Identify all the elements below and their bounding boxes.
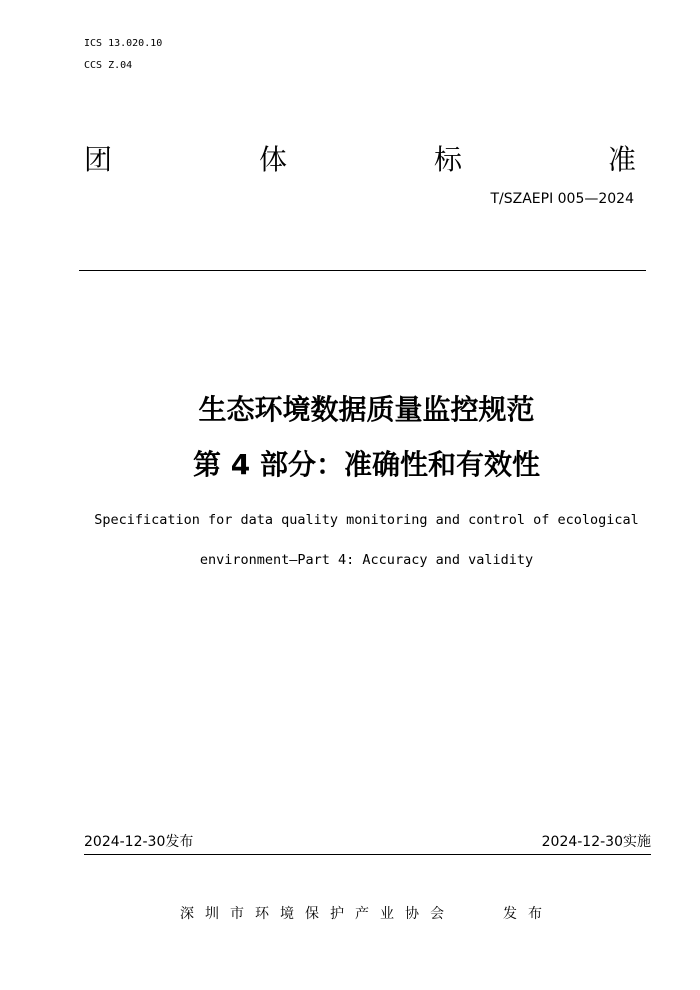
english-title-line-2: environment—Part 4: Accuracy and validity xyxy=(199,552,534,568)
standard-code: T/SZAEPI 005—2024 xyxy=(490,191,634,207)
footer-divider xyxy=(84,854,651,855)
english-title-line-1: Specification for data quality monitoring and control of ecological xyxy=(94,512,639,528)
ccs-code: CCS Z.04 xyxy=(84,60,133,71)
publish-date: 2024-12-30发布 xyxy=(84,834,194,850)
issuer-name: 深圳市环境保护产业协会 xyxy=(180,906,455,922)
standard-type-char-3: 标 xyxy=(434,143,463,176)
standard-type-char-4: 准 xyxy=(608,143,637,176)
implement-date: 2024-12-30实施 xyxy=(541,834,651,850)
standard-type-char-1: 团 xyxy=(84,143,113,176)
title-line-1: 生态环境数据质量监控规范 xyxy=(198,393,535,426)
header-divider xyxy=(79,270,646,271)
standard-type-char-2: 体 xyxy=(259,143,288,176)
ics-code: ICS 13.020.10 xyxy=(84,38,163,49)
title-line-2: 第 4 部分：准确性和有效性 xyxy=(193,448,540,481)
issue-label: 发布 xyxy=(503,906,553,922)
